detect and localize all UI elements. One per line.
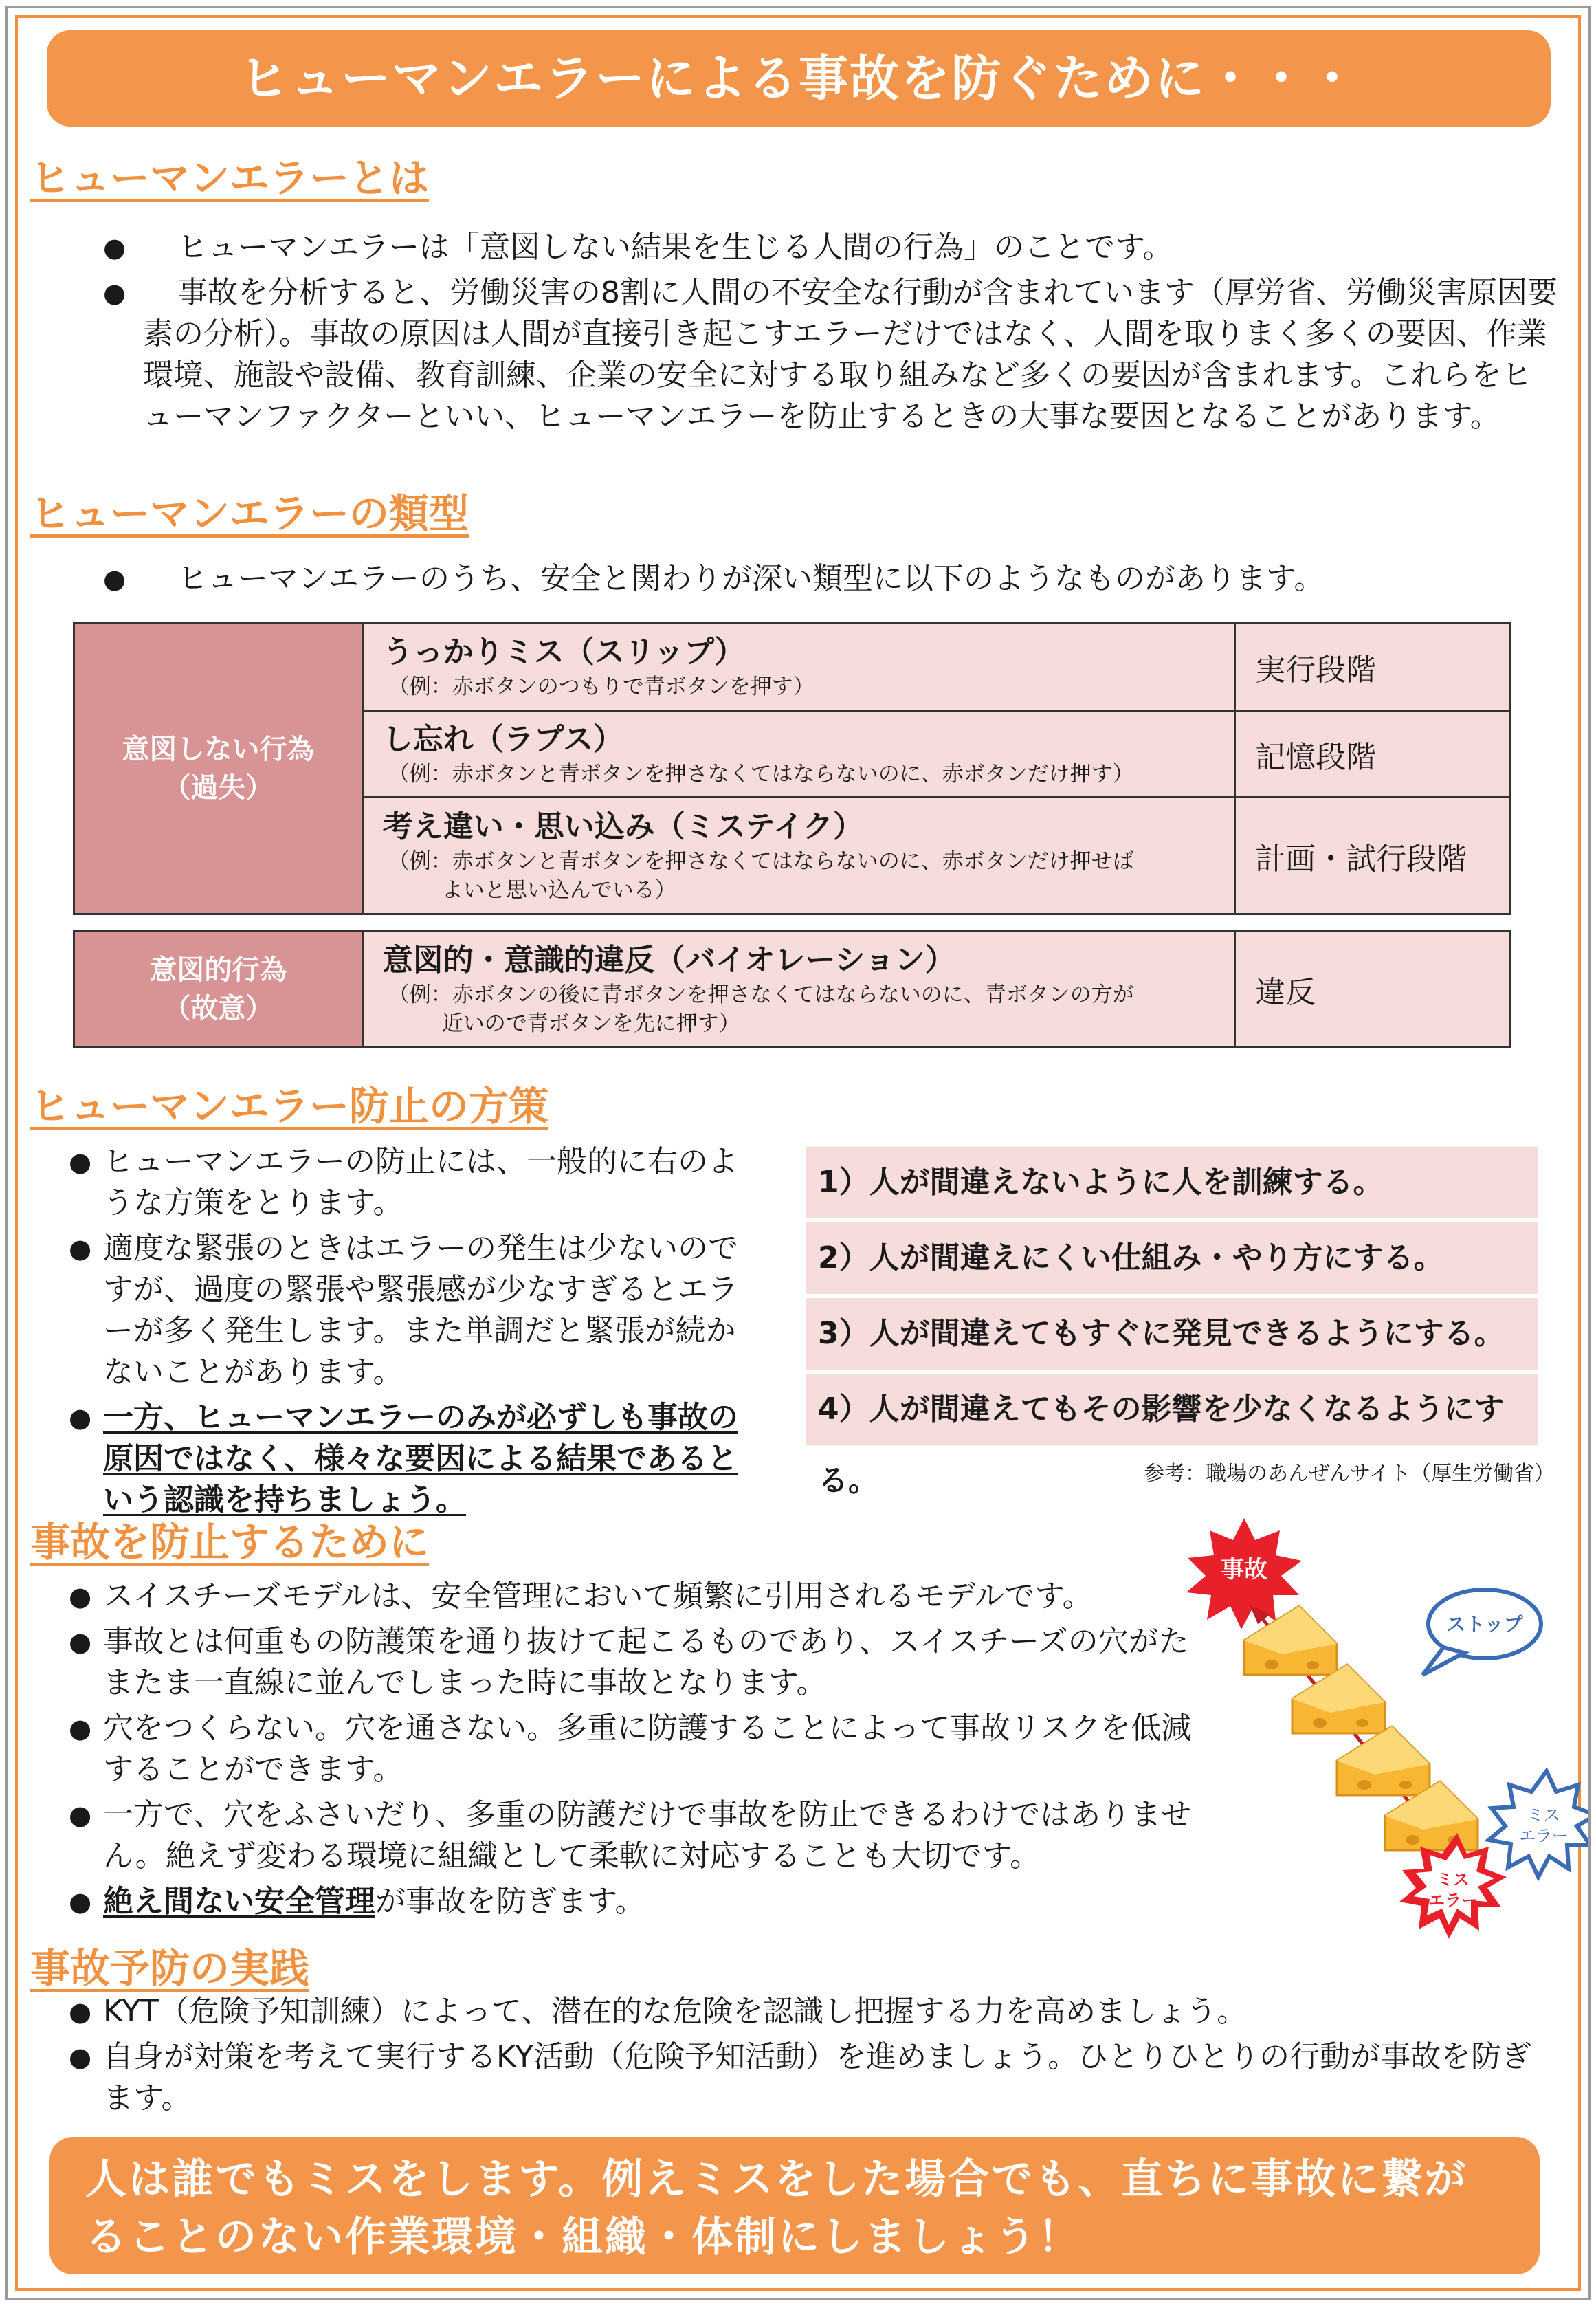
rest-text: が事故を防ぎます。 xyxy=(375,1884,645,1919)
definition-list xyxy=(69,227,1560,441)
list-item: ● 穴をつくらない。穴を通さない。多重に防護することによって事故リスクを低減することができます。 xyxy=(69,1708,1196,1790)
category-intentional xyxy=(74,931,363,1048)
section-title-definition: ヒューマンエラーとは xyxy=(30,155,430,201)
list-item: ● KYT（危険予知訓練）によって、潜在的な危険を認識し把握する力を高めましょう。 xyxy=(69,1991,1553,2032)
category-label: 意図的行為 xyxy=(149,954,287,986)
type-name: 考え違い・思い込み（ミステイク） xyxy=(382,809,863,844)
section-title-accident: 事故を防止するために xyxy=(30,1519,430,1566)
reference-note: 参考：職場のあんぜんサイト（厚生労働省） xyxy=(1144,1462,1555,1486)
type-stage: 違反 xyxy=(1235,931,1510,1048)
type-example: （例：赤ボタンと青ボタンを押さなくてはならないのに、赤ボタンだけ押せば xyxy=(388,848,1134,874)
section-title-practice: 事故予防の実践 xyxy=(30,1945,310,1992)
types-intro-list xyxy=(69,558,1560,604)
list-item xyxy=(69,1397,763,1521)
list-item: ● スイスチーズモデルは、安全管理において頻繁に引用されるモデルです。 xyxy=(69,1576,1196,1617)
step-item: 1）人が間違えないように人を訓練する。 xyxy=(806,1147,1538,1218)
error-label-red: エラー xyxy=(1428,1891,1478,1910)
type-example: （例：赤ボタンの後に青ボタンを押さなくてはならないのに、青ボタンの方が xyxy=(388,982,1134,1007)
type-mistake xyxy=(362,798,1234,914)
step-item: 3）人が間違えてもすぐに発見できるようにする。 xyxy=(806,1298,1538,1370)
list-item: ● 適度な緊張のときはエラーの発生は少ないのですが、過度の緊張や緊張感が少なすぎるとエラーが多く発生します。また単調だと緊張が続かないことがあります。 xyxy=(69,1228,763,1393)
step-item: 2）人が間違えにくい仕組み・やり方にする。 xyxy=(806,1222,1538,1294)
type-name: 意図的・意識的違反（バイオレーション） xyxy=(382,942,955,978)
list-item: ● 事故とは何重もの防護策を通り抜けて起こるものであり、スイスチーズの穴がたまたま一直線に並んでしまった時に事故となります。 xyxy=(69,1621,1196,1704)
prevention-list xyxy=(69,1141,763,1525)
category-sublabel: （故意） xyxy=(163,992,274,1024)
miss-label-red: ミス xyxy=(1437,1870,1470,1889)
category-unintentional xyxy=(74,623,363,914)
type-lapse xyxy=(362,711,1234,798)
error-label-blue: エラー xyxy=(1519,1826,1569,1845)
accident-label: 事故 xyxy=(1221,1556,1267,1583)
accident-list xyxy=(69,1576,1196,1926)
list-item: ● ヒューマンエラーは「意図しない結果を生じる人間の行為」のことです。 xyxy=(69,227,1560,268)
type-name: し忘れ（ラプス） xyxy=(382,721,624,757)
accident-burst-icon xyxy=(1186,1518,1302,1629)
type-slip xyxy=(362,623,1234,711)
section-title-types: ヒューマンエラーの類型 xyxy=(30,490,469,537)
violation-table xyxy=(73,930,1511,1048)
swiss-cheese-figure xyxy=(1162,1503,1588,1943)
type-name: うっかりミス（スリップ） xyxy=(382,634,745,670)
category-label: 意図しない行為 xyxy=(122,733,315,765)
step-item: 4）人が間違えてもその影響を少なくなるようにする。 xyxy=(806,1374,1538,1445)
miss-error-burst-blue-icon xyxy=(1489,1771,1588,1877)
banner-title: ヒューマンエラーによる事故を防ぐために・・・ xyxy=(47,30,1551,127)
bold-text: 絶え間ない安全管理 xyxy=(103,1884,375,1919)
stop-label: ストップ xyxy=(1446,1613,1523,1636)
list-item: ● 事故を分析すると、労働災害の8割に人間の不安全な行動が含まれています（厚労省、労働災害原因要素の分析）。事故の原因は人間が直接引き起こすエラーだけではなく、人間を取りまく多くの要因、作業環境、施設や設備、教育訓練、企業の安全に対する取り組みなど多くの要因が含まれます。これらをヒューマンファクターといい、ヒューマンエラーを防止するときの大事な要因となることがあります。 xyxy=(69,272,1560,437)
type-example-cont: 近いので青ボタンを先に押す） xyxy=(441,1011,740,1036)
type-example-cont: よいと思い込んでいる） xyxy=(441,877,676,903)
closing-message-banner: 人は誰でもミスをします。例えミスをした場合でも、直ちに事故に繋がることのない作業環境・組織・体制にしましょう！ xyxy=(49,2137,1540,2274)
list-item: ● 自身が対策を考えて実行するKY活動（危険予知活動）を進めましょう。ひとりひとりの行動が事故を防ぎます。 xyxy=(69,2036,1553,2119)
list-item: ● 一方で、穴をふさいだり、多重の防護だけで事故を防止できるわけではありません。絶えず変わる環境に組織として柔軟に対応することも大切です。 xyxy=(69,1794,1196,1877)
type-example: （例：赤ボタンと青ボタンを押さなくてはならないのに、赤ボタンだけ押す） xyxy=(388,761,1134,787)
list-item xyxy=(69,1881,1196,1922)
type-stage: 実行段階 xyxy=(1235,623,1510,711)
error-types-table xyxy=(73,622,1511,915)
practice-list xyxy=(69,1991,1553,2123)
cheese-slice-icon xyxy=(1337,1726,1430,1795)
miss-label-blue: ミス xyxy=(1527,1805,1560,1825)
type-example: （例：赤ボタンのつもりで青ボタンを押す） xyxy=(388,674,814,699)
section-title-prevention: ヒューマンエラー防止の方策 xyxy=(30,1083,549,1130)
list-item: ● ヒューマンエラーのうち、安全と関わりが深い類型に以下のようなものがあります。 xyxy=(69,558,1560,600)
emphasis-text: 一方、ヒューマンエラーのみが必ずしも事故の原因ではなく、様々な要因による結果であるという認識を持ちましょう。 xyxy=(103,1400,738,1517)
type-violation xyxy=(362,931,1234,1048)
stop-speech-bubble-icon xyxy=(1423,1590,1541,1675)
type-stage: 記憶段階 xyxy=(1235,711,1510,798)
category-sublabel: （過失） xyxy=(163,771,274,804)
type-stage: 計画・試行段階 xyxy=(1235,798,1510,914)
list-item: ● ヒューマンエラーの防止には、一般的に右のような方策をとります。 xyxy=(69,1141,763,1224)
